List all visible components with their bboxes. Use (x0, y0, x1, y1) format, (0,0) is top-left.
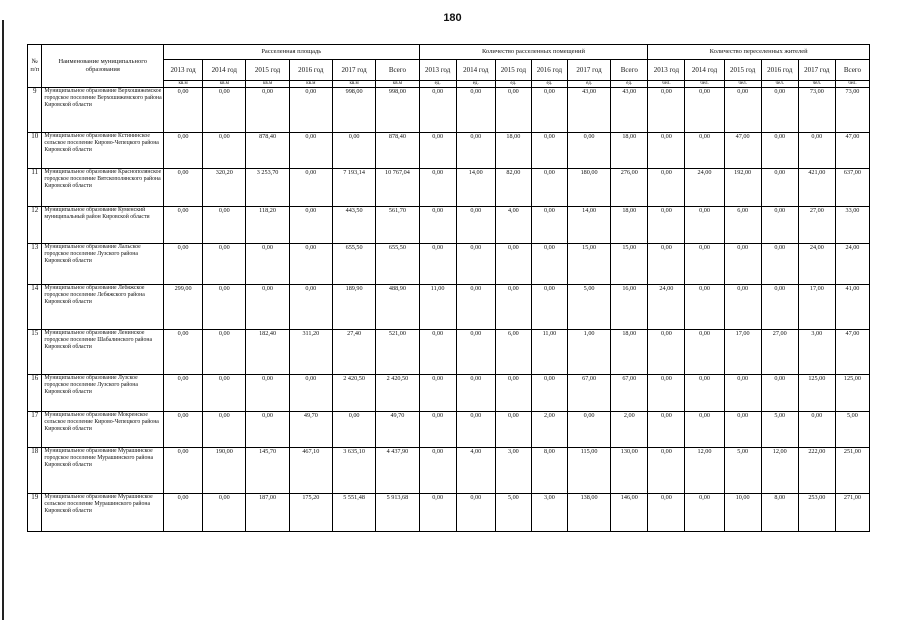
municipality-name-cell: Муниципальное образование Краснополянское городское поселение Вятскополянского района Кировской области (42, 169, 164, 207)
value-cell: 0,00 (203, 494, 246, 532)
value-cell: 17,00 (724, 330, 761, 375)
value-cell: 43,00 (611, 88, 648, 133)
header-unit-cell: кв.м (164, 81, 203, 88)
value-cell: 0,00 (761, 207, 798, 244)
municipality-name-cell: Муниципальное образование Лебяжское городское поселение Лебяжского района Кировской области (42, 285, 164, 330)
value-cell: 3,00 (495, 448, 531, 494)
row-number-cell: 15 (28, 330, 42, 375)
value-cell: 18,00 (611, 133, 648, 169)
value-cell: 0,00 (419, 375, 456, 412)
table-row (28, 285, 870, 330)
header-name: Наименование муниципального образования (42, 45, 164, 88)
municipality-name-cell: Муниципальное образование Ленинское городское поселение Шабалинского района Кировской области (42, 330, 164, 375)
value-cell: 14,00 (567, 207, 610, 244)
value-cell: 0,00 (164, 244, 203, 285)
header-unit-cell: ед. (531, 81, 567, 88)
value-cell: 271,00 (835, 494, 869, 532)
header-group-residents: Количество переселенных жителей (648, 45, 870, 60)
value-cell: 0,00 (648, 375, 685, 412)
value-cell: 146,00 (611, 494, 648, 532)
value-cell: 145,70 (246, 448, 289, 494)
value-cell: 10 767,04 (376, 169, 419, 207)
municipality-name-cell: Муниципальное образование Лальское городское поселение Лузского района Кировской области (42, 244, 164, 285)
municipality-name-cell: Муниципальное образование Мокренское сельское поселение Кирово-Чепецкого района Кировской области (42, 412, 164, 448)
value-cell: 0,00 (531, 133, 567, 169)
value-cell: 0,00 (164, 448, 203, 494)
value-cell: 0,00 (761, 169, 798, 207)
value-cell: 421,00 (798, 169, 835, 207)
value-cell: 0,00 (761, 375, 798, 412)
header-num: № п/п (28, 45, 42, 88)
value-cell: 115,00 (567, 448, 610, 494)
value-cell: 0,00 (419, 412, 456, 448)
value-cell: 5 913,68 (376, 494, 419, 532)
value-cell: 0,00 (531, 207, 567, 244)
value-cell: 0,00 (419, 448, 456, 494)
header-unit-cell: ед. (456, 81, 495, 88)
value-cell: 5,00 (761, 412, 798, 448)
value-cell: 0,00 (419, 330, 456, 375)
table-row (28, 244, 870, 285)
value-cell: 10,00 (724, 494, 761, 532)
municipality-name-cell: Муниципальное образование Кстининское сельское поселение Кирово-Чепецкого района Кировской области (42, 133, 164, 169)
value-cell: 27,00 (761, 330, 798, 375)
header-unit-cell: чел. (761, 81, 798, 88)
resettlement-table (27, 44, 870, 532)
value-cell: 0,00 (531, 88, 567, 133)
value-cell: 182,40 (246, 330, 289, 375)
header-year-cell: Всего (835, 60, 869, 81)
value-cell: 8,00 (531, 448, 567, 494)
value-cell: 2 420,50 (376, 375, 419, 412)
value-cell: 27,40 (332, 330, 375, 375)
value-cell: 0,00 (648, 412, 685, 448)
page-number: 180 (443, 12, 462, 24)
header-year-cell: 2017 год (798, 60, 835, 81)
value-cell: 0,00 (761, 88, 798, 133)
value-cell: 0,00 (289, 133, 332, 169)
value-cell: 0,00 (332, 133, 375, 169)
header-unit-cell: чел. (798, 81, 835, 88)
value-cell: 5 551,48 (332, 494, 375, 532)
value-cell: 0,00 (648, 169, 685, 207)
value-cell: 18,00 (611, 207, 648, 244)
value-cell: 18,00 (495, 133, 531, 169)
value-cell: 0,00 (531, 244, 567, 285)
table-body (28, 88, 870, 532)
header-unit-cell: кв.м (376, 81, 419, 88)
table-row (28, 169, 870, 207)
value-cell: 0,00 (419, 494, 456, 532)
header-year-cell: 2014 год (685, 60, 724, 81)
value-cell: 0,00 (246, 88, 289, 133)
header-year-cell: 2014 год (203, 60, 246, 81)
value-cell: 27,00 (798, 207, 835, 244)
value-cell: 0,00 (289, 169, 332, 207)
value-cell: 0,00 (648, 244, 685, 285)
header-year-cell: 2016 год (289, 60, 332, 81)
value-cell: 125,00 (835, 375, 869, 412)
value-cell: 190,00 (203, 448, 246, 494)
value-cell: 0,00 (495, 375, 531, 412)
header-unit-cell: кв.м (332, 81, 375, 88)
value-cell: 878,40 (246, 133, 289, 169)
value-cell: 0,00 (419, 169, 456, 207)
value-cell: 0,00 (164, 133, 203, 169)
value-cell: 82,00 (495, 169, 531, 207)
value-cell: 3,00 (798, 330, 835, 375)
row-number-cell: 9 (28, 88, 42, 133)
value-cell: 0,00 (798, 412, 835, 448)
value-cell: 0,00 (456, 88, 495, 133)
value-cell: 0,00 (531, 169, 567, 207)
row-number-cell: 12 (28, 207, 42, 244)
header-group-area: Расселенная площадь (164, 45, 420, 60)
value-cell: 14,00 (456, 169, 495, 207)
value-cell: 0,00 (164, 207, 203, 244)
value-cell: 0,00 (685, 88, 724, 133)
row-number-cell: 19 (28, 494, 42, 532)
header-year-cell: 2016 год (531, 60, 567, 81)
header-unit-cell: кв.м (246, 81, 289, 88)
municipality-name-cell: Муниципальное образование Верхошижемское городское поселение Верхошижемского района Кировской области (42, 88, 164, 133)
value-cell: 192,00 (724, 169, 761, 207)
header-unit-cell: ед. (567, 81, 610, 88)
value-cell: 4,00 (456, 448, 495, 494)
value-cell: 0,00 (495, 412, 531, 448)
value-cell: 0,00 (289, 244, 332, 285)
value-cell: 16,00 (611, 285, 648, 330)
value-cell: 33,00 (835, 207, 869, 244)
value-cell: 488,90 (376, 285, 419, 330)
value-cell: 73,00 (798, 88, 835, 133)
value-cell: 0,00 (685, 285, 724, 330)
value-cell: 0,00 (289, 88, 332, 133)
value-cell: 0,00 (724, 88, 761, 133)
value-cell: 0,00 (531, 285, 567, 330)
municipality-name-cell: Муниципальное образование Мурашинское сельское поселение Мурашинского района Кировской области (42, 494, 164, 532)
row-number-cell: 14 (28, 285, 42, 330)
value-cell: 637,00 (835, 169, 869, 207)
value-cell: 24,00 (835, 244, 869, 285)
header-unit-cell: кв.м (289, 81, 332, 88)
value-cell: 5,00 (724, 448, 761, 494)
header-unit-cell: ед. (495, 81, 531, 88)
value-cell: 276,00 (611, 169, 648, 207)
municipality-name-cell: Муниципальное образование Куменский муниципальный район Кировской области (42, 207, 164, 244)
value-cell: 0,00 (419, 244, 456, 285)
table-row (28, 88, 870, 133)
value-cell: 8,00 (761, 494, 798, 532)
table-row (28, 494, 870, 532)
value-cell: 130,00 (611, 448, 648, 494)
value-cell: 0,00 (724, 412, 761, 448)
row-number-cell: 11 (28, 169, 42, 207)
value-cell: 0,00 (648, 133, 685, 169)
value-cell: 0,00 (203, 285, 246, 330)
value-cell: 0,00 (164, 88, 203, 133)
value-cell: 0,00 (419, 207, 456, 244)
value-cell: 17,00 (798, 285, 835, 330)
value-cell: 49,70 (376, 412, 419, 448)
value-cell: 138,00 (567, 494, 610, 532)
value-cell: 3 253,70 (246, 169, 289, 207)
value-cell: 0,00 (648, 494, 685, 532)
value-cell: 311,20 (289, 330, 332, 375)
value-cell: 878,40 (376, 133, 419, 169)
value-cell: 73,00 (835, 88, 869, 133)
value-cell: 0,00 (685, 133, 724, 169)
header-year-cell: Всего (611, 60, 648, 81)
value-cell: 0,00 (724, 375, 761, 412)
value-cell: 0,00 (289, 207, 332, 244)
value-cell: 3 635,10 (332, 448, 375, 494)
value-cell: 4 437,90 (376, 448, 419, 494)
value-cell: 0,00 (685, 330, 724, 375)
value-cell: 0,00 (203, 133, 246, 169)
table-row (28, 207, 870, 244)
municipality-name-cell: Муниципальное образование Мурашинское городское поселение Мурашинского района Кировской области (42, 448, 164, 494)
header-year-cell: 2013 год (164, 60, 203, 81)
value-cell: 0,00 (456, 375, 495, 412)
value-cell: 0,00 (246, 412, 289, 448)
value-cell: 561,70 (376, 207, 419, 244)
value-cell: 24,00 (685, 169, 724, 207)
table-row (28, 448, 870, 494)
header-unit-cell: чел. (724, 81, 761, 88)
header-year-cell: 2016 год (761, 60, 798, 81)
value-cell: 0,00 (724, 244, 761, 285)
value-cell: 15,00 (567, 244, 610, 285)
value-cell: 6,00 (724, 207, 761, 244)
table-header (28, 45, 870, 88)
value-cell: 0,00 (685, 412, 724, 448)
value-cell: 4,00 (495, 207, 531, 244)
value-cell: 467,10 (289, 448, 332, 494)
value-cell: 0,00 (685, 207, 724, 244)
value-cell: 0,00 (531, 375, 567, 412)
value-cell: 0,00 (203, 244, 246, 285)
value-cell: 11,00 (419, 285, 456, 330)
value-cell: 0,00 (419, 133, 456, 169)
value-cell: 0,00 (798, 133, 835, 169)
data-table-container (27, 44, 870, 532)
value-cell: 0,00 (685, 375, 724, 412)
value-cell: 251,00 (835, 448, 869, 494)
value-cell: 0,00 (289, 375, 332, 412)
value-cell: 47,00 (835, 330, 869, 375)
header-year-cell: 2017 год (332, 60, 375, 81)
value-cell: 0,00 (567, 133, 610, 169)
value-cell: 0,00 (456, 133, 495, 169)
value-cell: 0,00 (203, 330, 246, 375)
value-cell: 0,00 (648, 448, 685, 494)
row-number-cell: 18 (28, 448, 42, 494)
table-row (28, 330, 870, 375)
value-cell: 0,00 (761, 133, 798, 169)
value-cell: 0,00 (246, 285, 289, 330)
value-cell: 0,00 (164, 169, 203, 207)
value-cell: 0,00 (164, 375, 203, 412)
value-cell: 0,00 (203, 88, 246, 133)
value-cell: 0,00 (203, 207, 246, 244)
value-cell: 0,00 (289, 285, 332, 330)
value-cell: 0,00 (246, 375, 289, 412)
header-unit-cell: чел. (835, 81, 869, 88)
value-cell: 443,50 (332, 207, 375, 244)
value-cell: 0,00 (724, 285, 761, 330)
value-cell: 0,00 (761, 244, 798, 285)
header-unit-cell: чел. (648, 81, 685, 88)
value-cell: 0,00 (495, 285, 531, 330)
value-cell: 7 193,14 (332, 169, 375, 207)
value-cell: 2,00 (611, 412, 648, 448)
value-cell: 0,00 (761, 285, 798, 330)
header-year-cell: 2015 год (495, 60, 531, 81)
value-cell: 5,00 (567, 285, 610, 330)
value-cell: 0,00 (456, 494, 495, 532)
value-cell: 0,00 (685, 494, 724, 532)
value-cell: 0,00 (164, 494, 203, 532)
value-cell: 2 420,50 (332, 375, 375, 412)
value-cell: 12,00 (761, 448, 798, 494)
value-cell: 67,00 (567, 375, 610, 412)
value-cell: 47,00 (724, 133, 761, 169)
value-cell: 0,00 (164, 412, 203, 448)
value-cell: 0,00 (203, 375, 246, 412)
value-cell: 0,00 (567, 412, 610, 448)
row-number-cell: 13 (28, 244, 42, 285)
value-cell: 18,00 (611, 330, 648, 375)
value-cell: 0,00 (164, 330, 203, 375)
value-cell: 299,00 (164, 285, 203, 330)
row-number-cell: 10 (28, 133, 42, 169)
header-unit-cell: чел. (685, 81, 724, 88)
value-cell: 0,00 (246, 244, 289, 285)
value-cell: 0,00 (495, 88, 531, 133)
value-cell: 0,00 (495, 244, 531, 285)
value-cell: 655,50 (376, 244, 419, 285)
header-unit-cell: ед. (419, 81, 456, 88)
value-cell: 253,00 (798, 494, 835, 532)
value-cell: 125,00 (798, 375, 835, 412)
value-cell: 0,00 (456, 285, 495, 330)
value-cell: 47,00 (835, 133, 869, 169)
value-cell: 189,90 (332, 285, 375, 330)
value-cell: 11,00 (531, 330, 567, 375)
value-cell: 15,00 (611, 244, 648, 285)
header-group-premises: Количество расселенных помещений (419, 45, 648, 60)
municipality-name-cell: Муниципальное образование Лузское городское поселение Лузского района Кировской области (42, 375, 164, 412)
header-year-cell: 2013 год (648, 60, 685, 81)
header-unit-cell: кв.м (203, 81, 246, 88)
header-unit-cell: ед. (611, 81, 648, 88)
header-year-cell: 2015 год (724, 60, 761, 81)
value-cell: 0,00 (648, 330, 685, 375)
value-cell: 222,00 (798, 448, 835, 494)
value-cell: 0,00 (685, 244, 724, 285)
value-cell: 521,00 (376, 330, 419, 375)
header-year-cell: 2013 год (419, 60, 456, 81)
row-number-cell: 16 (28, 375, 42, 412)
row-number-cell: 17 (28, 412, 42, 448)
value-cell: 0,00 (648, 207, 685, 244)
value-cell: 998,00 (376, 88, 419, 133)
header-year-cell: 2017 год (567, 60, 610, 81)
value-cell: 320,20 (203, 169, 246, 207)
value-cell: 187,00 (246, 494, 289, 532)
value-cell: 0,00 (648, 88, 685, 133)
value-cell: 0,00 (456, 412, 495, 448)
header-year-cell: 2014 год (456, 60, 495, 81)
header-year-cell: 2015 год (246, 60, 289, 81)
value-cell: 655,50 (332, 244, 375, 285)
value-cell: 0,00 (332, 412, 375, 448)
value-cell: 180,00 (567, 169, 610, 207)
value-cell: 5,00 (495, 494, 531, 532)
value-cell: 41,00 (835, 285, 869, 330)
table-row (28, 133, 870, 169)
value-cell: 43,00 (567, 88, 610, 133)
value-cell: 1,00 (567, 330, 610, 375)
table-row (28, 412, 870, 448)
value-cell: 12,00 (685, 448, 724, 494)
value-cell: 2,00 (531, 412, 567, 448)
value-cell: 0,00 (456, 207, 495, 244)
header-year-cell: Всего (376, 60, 419, 81)
value-cell: 67,00 (611, 375, 648, 412)
page-edge-line (2, 20, 4, 620)
value-cell: 175,20 (289, 494, 332, 532)
value-cell: 3,00 (531, 494, 567, 532)
value-cell: 24,00 (648, 285, 685, 330)
value-cell: 118,20 (246, 207, 289, 244)
value-cell: 24,00 (798, 244, 835, 285)
value-cell: 0,00 (419, 88, 456, 133)
value-cell: 49,70 (289, 412, 332, 448)
table-row (28, 375, 870, 412)
value-cell: 0,00 (203, 412, 246, 448)
value-cell: 0,00 (456, 330, 495, 375)
value-cell: 0,00 (456, 244, 495, 285)
value-cell: 998,00 (332, 88, 375, 133)
value-cell: 5,00 (835, 412, 869, 448)
value-cell: 6,00 (495, 330, 531, 375)
